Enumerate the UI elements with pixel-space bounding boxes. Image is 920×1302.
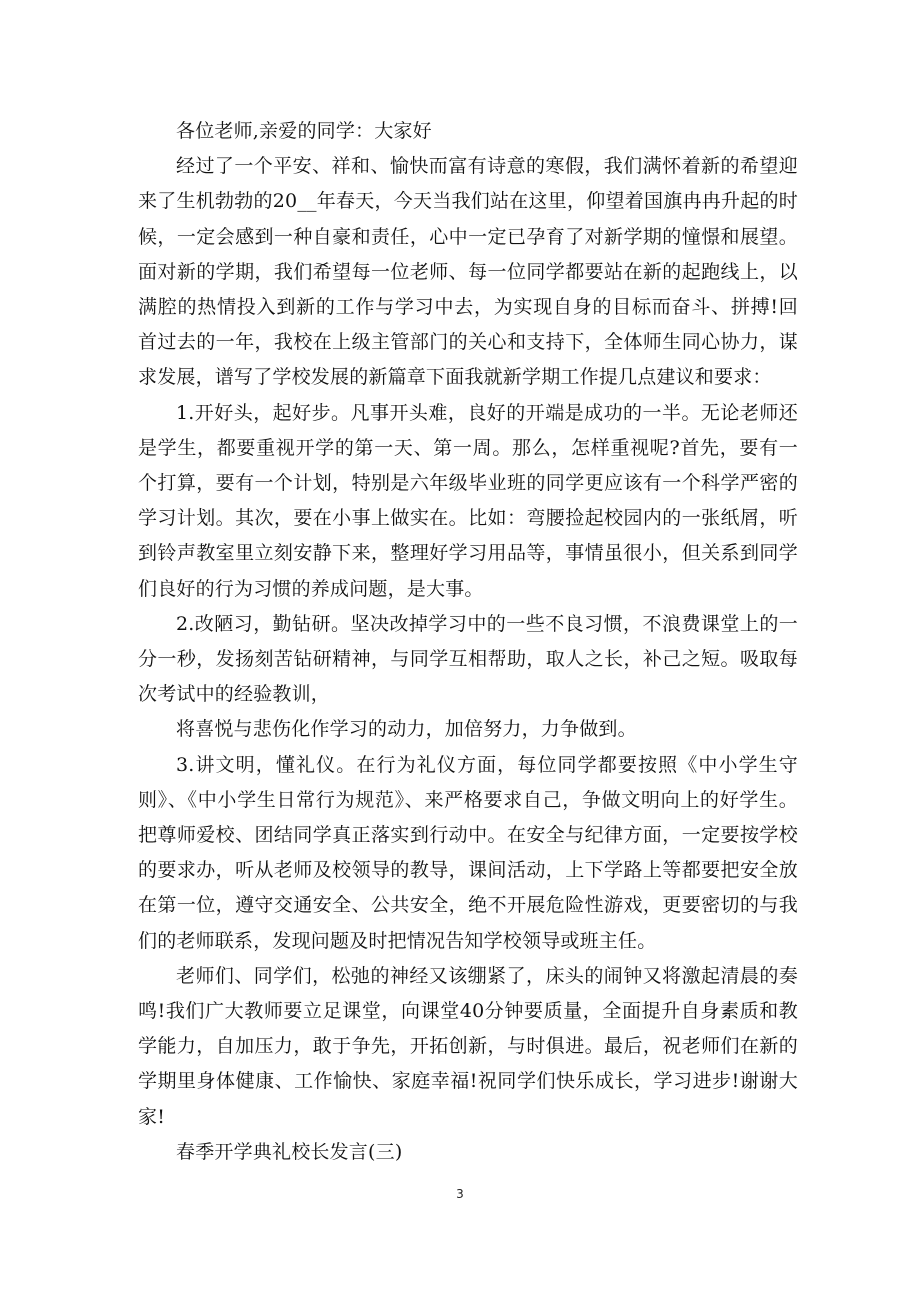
point-three-paragraph: 3.讲文明，懂礼仪。在行为礼仪方面，每位同学都要按照《中小学生守则》、《中小学生日常行为规范》、来严格要求自己，争做文明向上的好学生。把尊师爱校、团结同学真正落实到行动中。在安全与纪律方面，一定要按学校的要求办，听从老师及校领导的教导，课间活动，上下学路上等都要把安全放在第一位，遵守交通安全、公共安全，绝不开展危险性游戏，更要密切的与我们的老师联系，发现问题及时把情况告知学校领导或班主任。 [138,753,798,952]
closing-paragraph: 老师们、同学们，松弛的神经又该绷紧了，床头的闹钟又将激起清晨的奏鸣!我们广大教师要立足课堂，向课堂40分钟要质量，全面提升自身素质和教学能力，自加压力，敢于争先，开拓创新，与时俱进。最后，祝老师们在新的学期里身体健康、工作愉快、家庭幸福!祝同学们快乐成长，学习进步!谢谢大家! [138,964,798,1128]
greeting-paragraph: 各位老师,亲爱的同学：大家好 [176,120,432,142]
point-two-continued-paragraph: 将喜悦与悲伤化作学习的动力，加倍努力，力争做到。 [176,718,637,741]
document-body [138,114,798,1170]
page-number: 3 [456,1187,464,1201]
point-two-paragraph: 2.改陋习，勤钻研。坚决改掉学习中的一些不良习惯，不浪费课堂上的一分一秒，发扬刻苦钻研精神，与同学互相帮助，取人之长，补己之短。吸取每次考试中的经验教训， [138,612,798,706]
point-one-paragraph: 1.开好头，起好步。凡事开头难，良好的开端是成功的一半。无论老师还是学生，都要重视开学的第一天、第一周。那么，怎样重视呢?首先，要有一个打算，要有一个计划，特别是六年级毕业班的同学更应该有一个科学严密的学习计划。其次，要在小事上做实在。比如：弯腰捡起校园内的一张纸屑，听到铃声教室里立刻安静下来，整理好学习用品等，事情虽很小，但关系到同学们良好的行为习惯的养成问题，是大事。 [138,401,798,600]
opening-paragraph: 经过了一个平安、祥和、愉快而富有诗意的寒假，我们满怀着新的希望迎来了生机勃勃的20__年春天，今天当我们站在这里，仰望着国旗冉冉升起的时候，一定会感到一种自豪和责任，心中一定已孕育了对新学期的憧憬和展望。面对新的学期，我们希望每一位老师、每一位同学都要站在新的起跑线上，以满腔的热情投入到新的工作与学习中去，为实现自身的目标而奋斗、拼搏!回首过去的一年，我校在上级主管部门的关心和支持下，全体师生同心协力，谋求发展，谱写了学校发展的新篇章下面我就新学期工作提几点建议和要求： [138,155,798,389]
section-title: 春季开学典礼校长发言(三) [176,1140,403,1163]
